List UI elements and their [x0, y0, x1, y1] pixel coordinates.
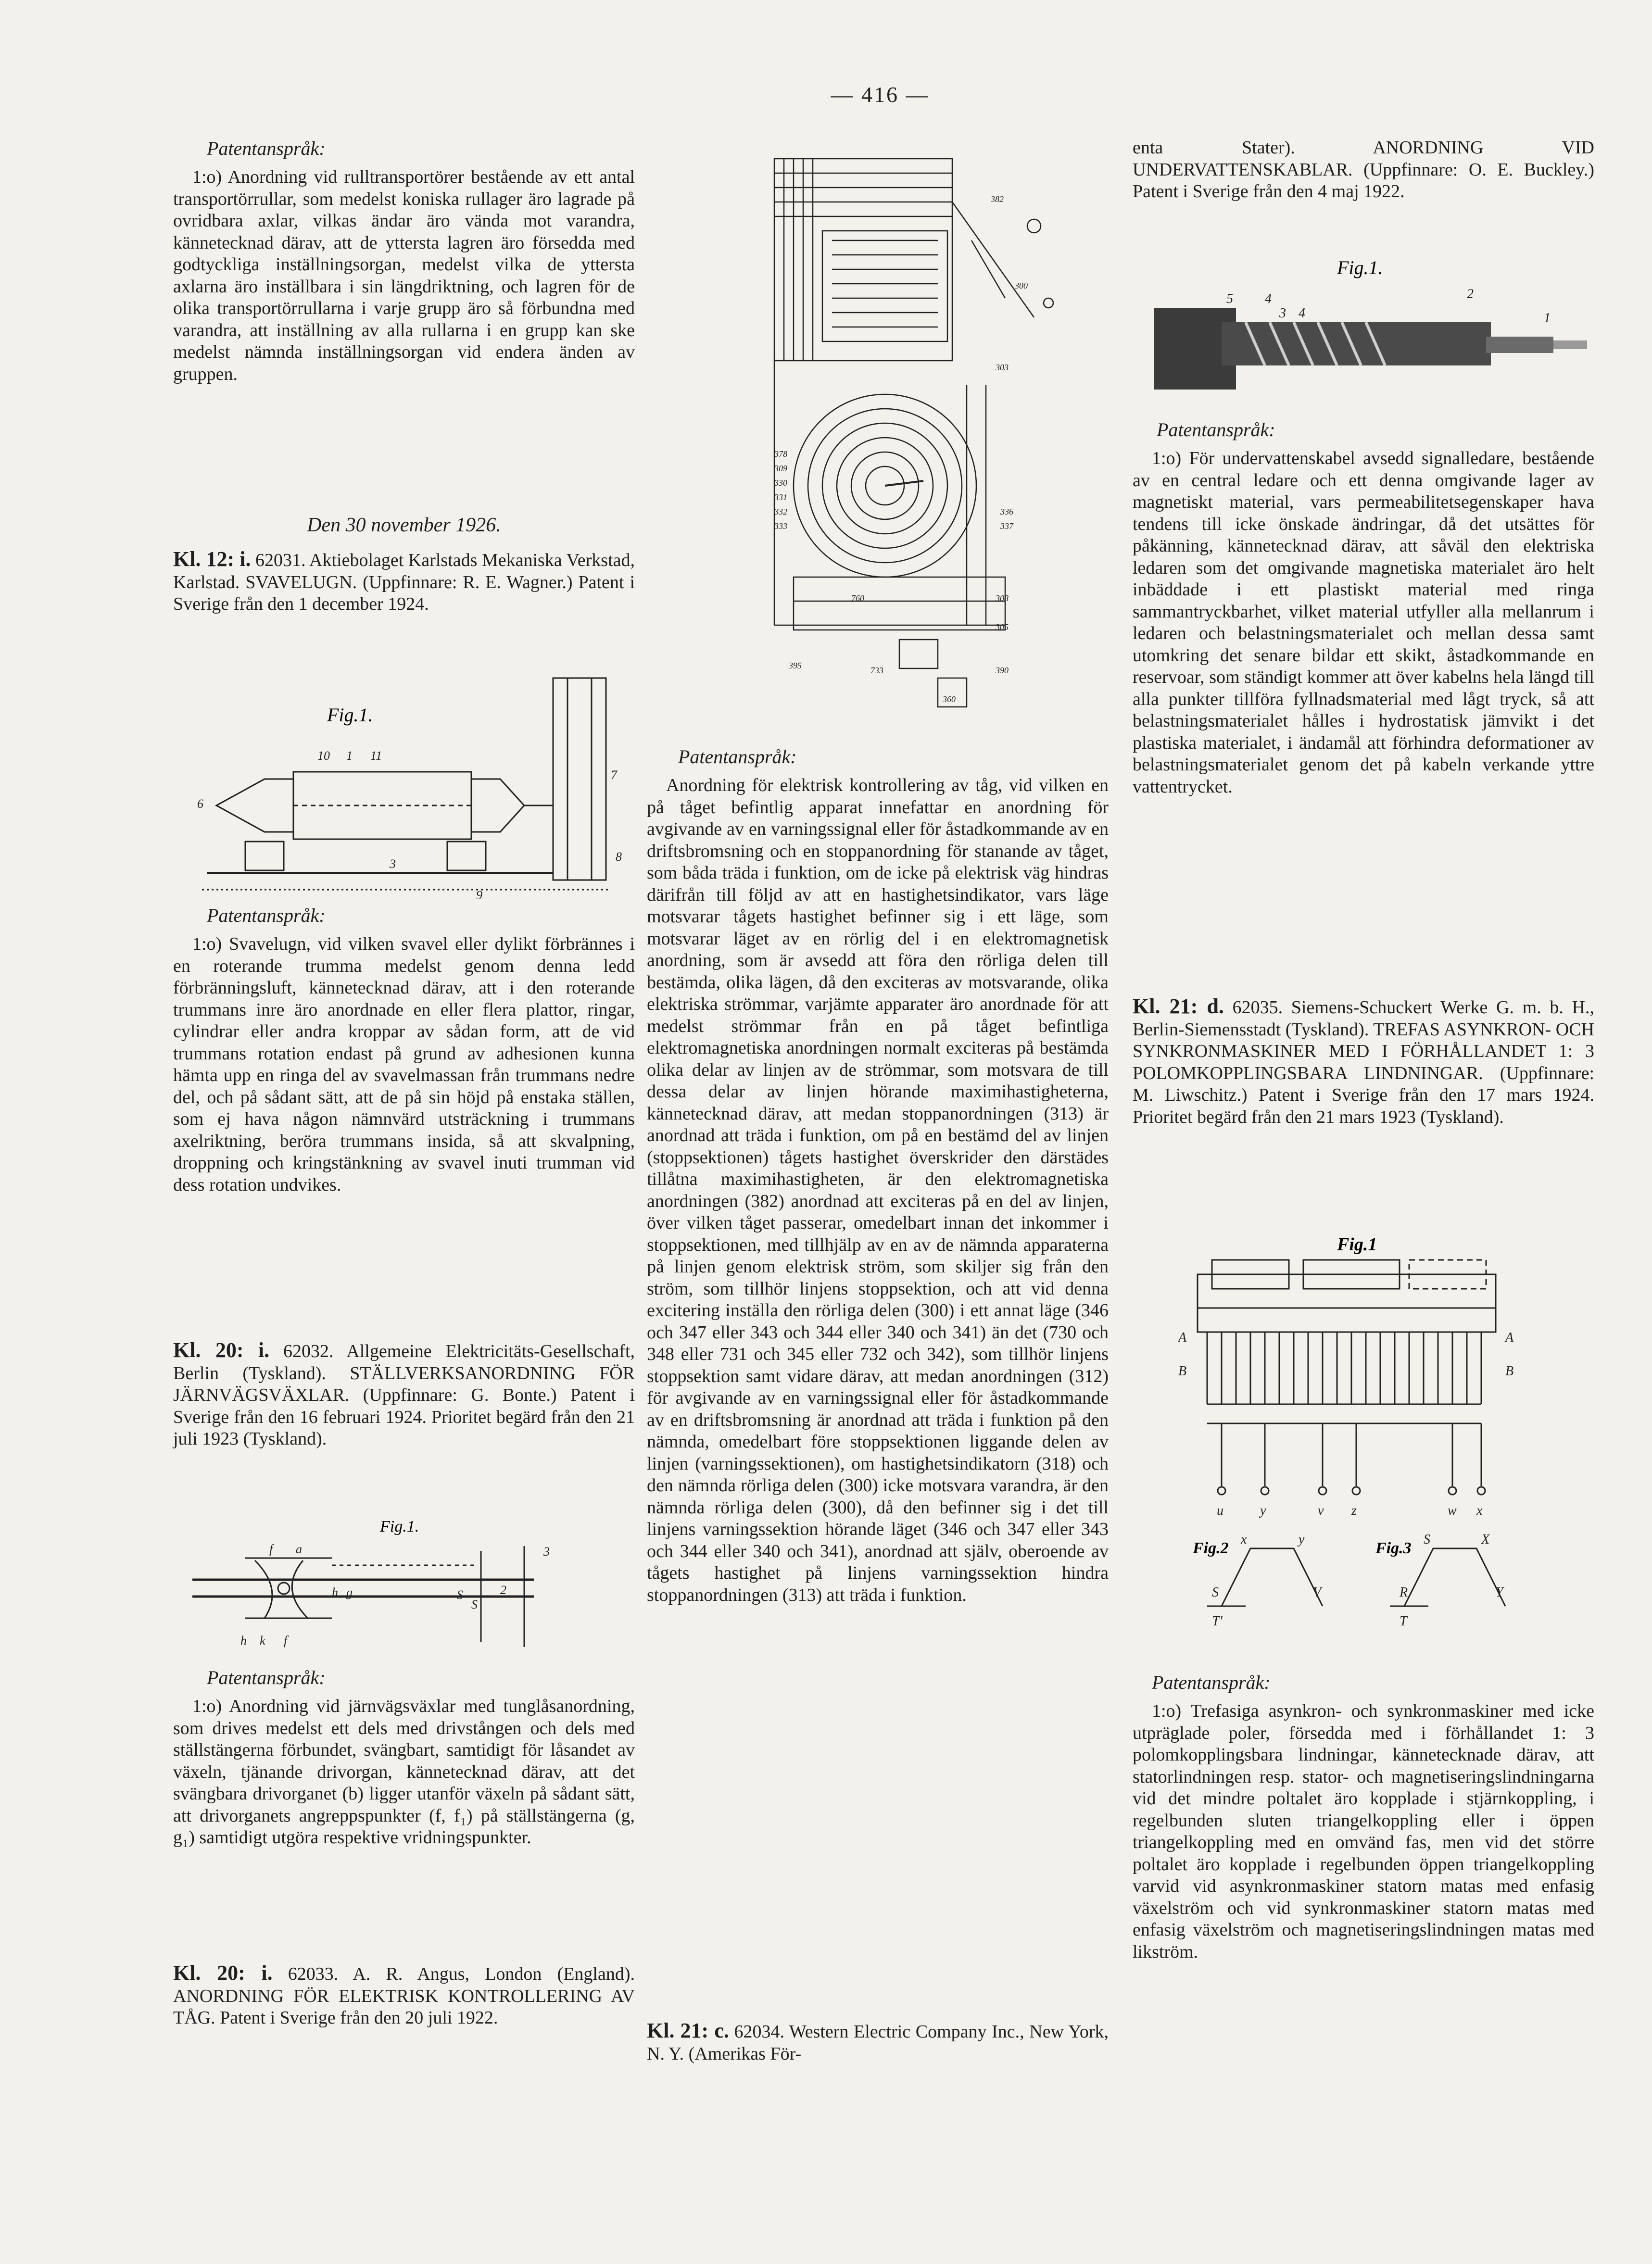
claim-text: 1:o) Anordning vid rulltransportörer bestående av ett antal transportörrullar, som medelst koniska rullager äro lagrade på ovridbara axlar, vilkas ändar äro vända mot varandra, kännetecknad därav, att de yttersta lagren äro försedda med godtyckliga inställningsorgan, medelst vilka de yttersta axlarna äro inställbara i sin längdriktning, och lagren för de olika transportörrullarna i varje grupp äro så förbundna med varandra, att inställning av alla rullarna i en grupp kan ske medelst nämnda inställningsorgan vid endera änden av gruppen. — [173, 167, 635, 384]
svg-text:2: 2 — [1467, 287, 1474, 302]
svg-text:g: g — [346, 1585, 353, 1599]
figure-pole-switching-windings — [1178, 1231, 1544, 1645]
svg-text:V: V — [1313, 1585, 1322, 1600]
svg-text:1: 1 — [346, 749, 353, 763]
svg-text:B: B — [1178, 1364, 1187, 1379]
svg-text:S: S — [1424, 1532, 1430, 1547]
svg-text:308: 308 — [996, 593, 1009, 603]
svg-text:B: B — [1505, 1364, 1514, 1379]
date-heading-block — [173, 514, 635, 537]
figure-sulfur-furnace — [188, 668, 640, 899]
svg-text:A: A — [1178, 1330, 1187, 1345]
svg-text:2: 2 — [500, 1583, 506, 1597]
svg-text:10: 10 — [317, 749, 330, 763]
svg-text:395: 395 — [789, 661, 802, 670]
claim-section-conveyor — [173, 137, 635, 385]
patent-entry-62034 — [647, 2020, 1109, 2065]
svg-text:Y: Y — [1496, 1585, 1503, 1600]
svg-text:11: 11 — [370, 749, 382, 763]
svg-text:a: a — [296, 1542, 302, 1556]
figure-title: Fig.1. — [380, 1518, 419, 1535]
svg-text:6: 6 — [197, 797, 203, 811]
svg-text:390: 390 — [996, 666, 1009, 675]
svg-text:f: f — [269, 1542, 273, 1556]
svg-text:S: S — [457, 1588, 463, 1602]
claim-label: Patentanspråk: — [678, 746, 797, 767]
svg-text:S: S — [1212, 1585, 1219, 1600]
svg-text:S: S — [471, 1597, 478, 1611]
entry-text: enta Stater). ANORDNING VID UNDERVATTENSKABLAR. (Uppfinnare: O. E. Buckley.) Patent i Sverige från den 4 maj 1922. — [1133, 138, 1594, 201]
svg-text:4: 4 — [1265, 291, 1272, 306]
fig3-title: Fig.3 — [1375, 1539, 1412, 1557]
claim-label: Patentanspråk: — [1152, 1672, 1271, 1693]
figure-title: Fig.1. — [327, 704, 373, 726]
svg-text:f: f — [284, 1634, 288, 1648]
svg-text:y: y — [1299, 1532, 1305, 1547]
svg-text:360: 360 — [943, 694, 956, 704]
svg-text:z: z — [1351, 1503, 1357, 1518]
entry-text: 62035. Siemens-Schuckert Werke G. m. b. H., Berlin-Siemensstadt (Tyskland). TREFAS ASYNKRON- OCH SYNKRONMASKINER MED I FÖRHÅLLANDET 1: 3 POLOMKOPPLINGSBARA LINDNINGAR. (Uppfinnare: M. Liwschitz.) Patent i Sverige från den 17 mars 1924. Prioritet begärd från den 21 mars 1923 (Tyskland). — [1133, 997, 1595, 1127]
svg-text:x: x — [1476, 1503, 1483, 1518]
claim-label: Patentanspråk: — [1157, 419, 1275, 440]
claim-text: 1:o) För undervattenskabel avsedd signalledare, bestående av en central ledare och ett denna omgivande lager av magnetiskt material, vars permeabilitetsegenskaper hava tendens till icke önskade ändringar, då det utsättes för påkänning, kännetecknad därav, att såväl den elektriska ledaren som det omgivande magnetiska materialet äro helt inbäddade i ett plastiskt material med ringa sammantryckbarhet, vilket material utfyller alla mellanrum i ledaren och belastningsmaterialet och mellan dessa samt utomkring det senare bildar ett skikt, åstadkommande en reservoar, som ständigt kommer att över kabelns hela längd till alla punkter tillföra fyllnadsmaterial med lågt tryck, så att belastningsmaterialet hålles i hydrostatisk jämvikt i det plastiska materialet, i ändamål att förhindra deformationer av belastningsmaterialet genom det på kabeln verkande yttre vattentrycket. — [1133, 448, 1594, 797]
claim-text: 1:o) Anordning vid järnvägsväxlar med tunglåsanordning, som drives medelst ett dels med drivstången och dels med ställstängerna förbundet, svängbart, samtidigt för låsandet av växeln, tjänande drivorgan, kännetecknad därav, att det svängbara drivorganet (b) ligger utanför växeln på sådant sätt, att drivorganets angreppspunkter (f, f₁) på ställstängerna (g, g₁) samtidigt utgöra respektive vridningspunkter. — [173, 1696, 635, 1848]
figure-title: Fig.1 — [1337, 1234, 1377, 1255]
svg-text:3: 3 — [390, 857, 396, 871]
entry-text: 62034. Western Electric Company Inc., New York, N. Y. (Amerikas För- — [647, 2022, 1109, 2064]
svg-text:8: 8 — [616, 850, 622, 864]
svg-text:x: x — [1241, 1532, 1247, 1547]
svg-text:X: X — [1481, 1532, 1490, 1547]
claim-section-cable — [1133, 418, 1594, 798]
class-label: Kl. 12: i. — [173, 547, 251, 571]
svg-text:300: 300 — [1015, 281, 1028, 290]
entry-continuation-62034 — [1133, 137, 1594, 203]
svg-text:R: R — [1400, 1585, 1408, 1600]
patent-entry-62031 — [173, 548, 635, 616]
claim-section-windings — [1133, 1671, 1594, 1963]
fig2-title: Fig.2 — [1193, 1539, 1229, 1557]
svg-text:A: A — [1505, 1330, 1514, 1345]
class-label: Kl. 21: c. — [647, 2019, 729, 2042]
svg-text:332: 332 — [774, 507, 787, 516]
svg-text:w: w — [1448, 1503, 1457, 1518]
entry-text: 62031. Aktiebolaget Karlstads Mekaniska Verkstad, Karlstad. SVAVELUGN. (Uppfinnare: R. E. Wagner.) Patent i Sverige från den 1 december 1924. — [173, 550, 635, 614]
figure-submarine-cable — [1149, 250, 1592, 394]
class-label: Kl. 20: i. — [173, 1961, 273, 1985]
svg-text:760: 760 — [851, 593, 864, 603]
claim-text: 1:o) Svavelugn, vid vilken svavel eller dylikt förbrännes i en roterande trumma medelst genom denna ledd förbränningsluft, kännetecknad därav, att i den roterande trummans inre äro anordnade en eller flera plattor, ringar, cylindrar eller andra kroppar av sådan form, att de vid trummans rotation endast på grund av adhesionen kunna hämta upp en ringa del av svavelmassan från trummans nedre del, och på sådant sätt, att de på sin höjd på enstaka ställen, som ej hava någon nämnvärd utsträckning i trummans axelriktning, beröra trummans insida, så att skvalpning, droppning och kringstänkning av svavel inuti trumman vid dess rotation undvikes. — [173, 934, 635, 1195]
svg-text:3: 3 — [543, 1545, 550, 1559]
svg-text:331: 331 — [774, 492, 787, 502]
svg-text:336: 336 — [1000, 507, 1013, 516]
patent-entry-62033 — [173, 1962, 635, 2029]
claim-label: Patentanspråk: — [207, 905, 326, 926]
svg-text:337: 337 — [1000, 521, 1013, 531]
figure-title: Fig.1. — [1337, 257, 1383, 278]
entry-text: 62032. Allgemeine Elektricitäts-Gesellschaft, Berlin (Tyskland). STÄLLVERKSANORDNING FÖR JÄRNVÄGSVÄXLAR. (Uppfinnare: G. Bonte.) Patent i Sverige från den 16 februari 1924. Prioritet begärd från den 21 juli 1923 (Tyskland). — [173, 1341, 635, 1449]
svg-text:h: h — [332, 1585, 338, 1599]
svg-text:309: 309 — [774, 464, 787, 473]
claim-label: Patentanspråk: — [207, 1667, 326, 1688]
svg-text:v: v — [1318, 1503, 1324, 1518]
claim-text: 1:o) Trefasiga asynkron- och synkronmaskiner med icke utpräglade poler, försedda med i förhållandet 1: 3 polomkopplingsbara lindningar, kännetecknade därav, att statorlindningen resp. stator- och magnetiseringslindningarna vid det mindre poltalet äro kopplade i stjärnkoppling, i regelbunden sluten triangelkoppling eller i öppen triangelkoppling med en omvänd fas, men vid det större poltalet äro kopplade i regelbunden öppen triangelkoppling varvid vid asynkronmaskiner statorn matas med enfasig växelström och vid synkronmaskiner statorn matas med enfasig växelström och magnetiseringslindningen matas med likström. — [1133, 1701, 1594, 1962]
patent-entry-62035 — [1133, 995, 1594, 1128]
svg-text:4: 4 — [1299, 306, 1305, 321]
svg-text:9: 9 — [476, 888, 482, 899]
svg-text:h: h — [240, 1634, 247, 1648]
svg-text:733: 733 — [870, 666, 883, 675]
claim-label: Patentanspråk: — [207, 138, 326, 159]
svg-text:333: 333 — [774, 521, 787, 531]
class-label: Kl. 20: i. — [173, 1338, 270, 1362]
svg-text:3: 3 — [1279, 306, 1286, 321]
svg-text:330: 330 — [774, 478, 787, 488]
class-label: Kl. 21: d. — [1133, 994, 1224, 1018]
svg-text:u: u — [1217, 1503, 1223, 1518]
claim-section-furnace — [173, 904, 635, 1196]
claim-section-switch — [173, 1666, 635, 1849]
date-heading: Den 30 november 1926. — [307, 514, 501, 536]
claim-section-train-control — [647, 745, 1109, 1606]
svg-text:303: 303 — [996, 363, 1009, 372]
svg-text:T: T — [1400, 1614, 1407, 1629]
svg-text:T': T' — [1212, 1614, 1223, 1629]
claim-text: Anordning för elektrisk kontrollering av tåg, vid vilken en på tåget befintlig apparat innefattar en anordning för avgivande av en varningssignal eller för åstadkommande av en driftsbromsning och en stoppanordning för stanande av tåget, som båda träda i funktion, om de icke på elektrisk väg hindras därifrån till följd av att en hastighetsindikator, vars läge motsvarar tågets hastighet befinner sig i ett läge, som motsvarar läget av en rörlig del i en elektromagnetisk anordning, som är avsedd att föra den rörliga delen till bestämda, olika lägen, då den exciteras av motsvarande, olika elektriska strömmar, varjämte apparater äro anordnade för att medelst strömmar från en på tåget befintliga elektromagnetiska anordningen normalt exciteras på bestämda olika delar av linjen av de strömmar, som motsvara de till dessa delar av linjen hörande maximihastigheterna, kännetecknad därav, att medan stoppanordningen (313) är anordnad att träda i funktion, om på en bestämd del av linjen (stoppsektionen) tågets hastighet överskrider den därstädes tillåtna maximihastigheten, är den elektromagnetiska anordningen (382) anordnad att exciteras på en del av linjen, över vilken tåget passerar, omedelbart innan det inkommer i stoppsektionen, med tillhjälp av en av de nämnda apparaterna på linjen genom elektrisk ström, som skiljer sig från den ström, som tillhör linjens stoppsektion, och att vid denna excitering inställa den rörliga delen (300) i ett annat läge (346 och 347 eller 343 och 344 eller 340 och 341) än det (730 och 348 eller 731 och 345 eller 732 och 342), som tillhör linjens stoppsektion samt vidare därav, att medan anordningen (312) för avgivande av en varningssignal eller för åstadkommande av en driftsbromsning är anordnad att träda i funktion på den nämnda, omedelbart före stoppsektionen liggande delen av linjen (varningssektionen), om hastighetsindikatorn (318) och den nämnda rörliga delen (300) icke motsvara varandra, är den nämnda rörliga delen (300), då den befinner sig i det till linjens varningssektion hörande läget (346 och 347 eller 343 och 344 eller 340 och 341), anordnad att själv, oberoende av tågets hastighet på linjens varningssektion hindra stoppanordningen (313) att träda i funktion. — [647, 775, 1109, 1605]
entry-text: 62033. A. R. Angus, London (England). ANORDNING FÖR ELEKTRISK KONTROLLERING AV TÅG. Patent i Sverige från den 20 juli 1922. — [173, 1964, 635, 2028]
svg-text:1: 1 — [1544, 311, 1551, 326]
figure-railway-switch — [188, 1512, 635, 1657]
figure-train-control-circuit — [765, 144, 1111, 731]
svg-text:305: 305 — [996, 622, 1009, 632]
svg-text:5: 5 — [1226, 291, 1233, 306]
page-number: — 416 — — [831, 82, 930, 107]
svg-text:7: 7 — [611, 768, 617, 782]
svg-text:y: y — [1260, 1503, 1266, 1518]
patent-entry-62032 — [173, 1339, 635, 1450]
svg-text:k: k — [260, 1634, 265, 1648]
svg-text:378: 378 — [774, 449, 787, 459]
svg-text:382: 382 — [991, 194, 1004, 204]
